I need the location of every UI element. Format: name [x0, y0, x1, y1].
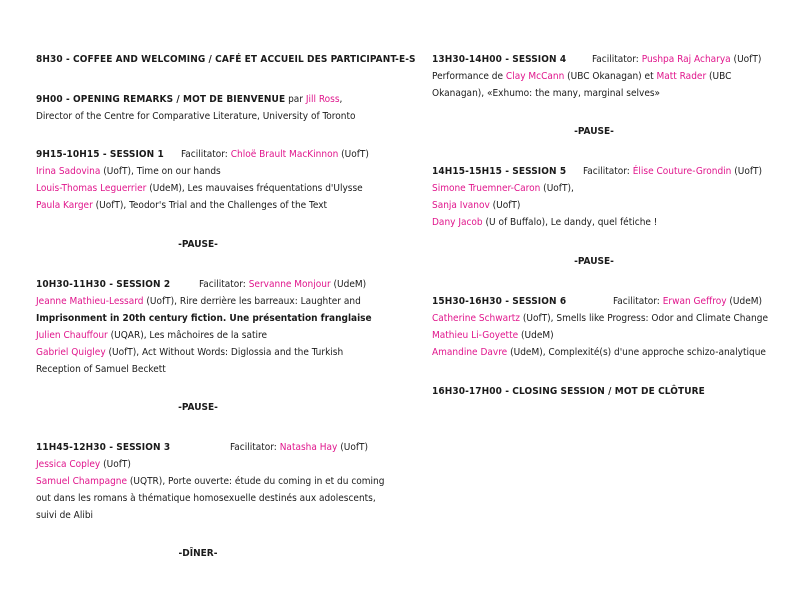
- speaker-name: Dany Jacob: [432, 217, 483, 228]
- session-2-facilitator: [199, 276, 366, 293]
- session-1: [36, 146, 369, 214]
- speaker-name: Louis-Thomas Leguerrier: [36, 183, 147, 194]
- talk-text: (U of Buffalo), Le dandy, quel fétiche !: [482, 217, 658, 228]
- talk-text: (UQTR), Porte ouverte: étude du coming in et du coming: [127, 476, 385, 487]
- talk-line-cont: Imprisonment in 20th century fiction. Une présentation franglaise: [36, 313, 372, 324]
- facilitator-label: Facilitator:: [613, 296, 663, 307]
- speaker-name: Simone Truemner-Caron: [432, 183, 541, 194]
- facilitator-label: Facilitator:: [230, 442, 280, 453]
- coffee-heading: 8H30 - COFFEE AND WELCOMING / CAFÉ ET ACCUEIL DES PARTICIPANT-E-S: [36, 54, 416, 65]
- pause-1: -PAUSE-: [178, 239, 218, 250]
- facilitator-name: Natasha Hay: [279, 442, 338, 453]
- speaker-name: Matt Rader: [656, 71, 707, 82]
- talk-text: (UBC Okanagan) et: [564, 71, 657, 82]
- talk-text: (UdeM), Complexité(s) d'une approche schizo-analytique: [507, 347, 766, 358]
- session-4: [432, 51, 762, 102]
- talk-line: [36, 344, 360, 361]
- opening-par: par: [285, 94, 306, 105]
- facilitator-name: Élise Couture-Grondin: [632, 166, 732, 177]
- talk-line: [36, 163, 360, 180]
- facilitator-affiliation: (UdeM): [330, 279, 367, 290]
- talk-line: [432, 344, 766, 361]
- talk-text: (UdeM): [518, 330, 554, 341]
- pause-3: -PAUSE-: [574, 126, 614, 137]
- talk-line: [432, 197, 756, 214]
- opening-rest: , Director of the Centre for Comparative Literature, University of Toronto: [36, 94, 356, 122]
- session-6: [432, 293, 768, 361]
- talk-text: (UQAR), Les mâchoires de la satire: [107, 330, 268, 341]
- session-3-heading: 11H45-12H30 - SESSION 3: [36, 442, 171, 453]
- talk-line: [432, 310, 768, 327]
- talk-line: [432, 214, 756, 231]
- speaker-name: Mathieu Li-Goyette: [432, 330, 519, 341]
- session-2: [36, 276, 372, 378]
- talk-text: (UofT), Smells like Progress: Odor and Climate Change: [520, 313, 768, 324]
- talk-line: [432, 327, 756, 344]
- session-1-heading: 9H15-10H15 - SESSION 1: [36, 149, 164, 160]
- talk-line-cont: Reception of Samuel Beckett: [36, 364, 166, 375]
- performance-line-cont: Okanagan), «Exhumo: the many, marginal selves»: [432, 88, 661, 99]
- talk-line-cont: suivi de Alibi: [36, 510, 94, 521]
- facilitator-affiliation: (UdeM): [726, 296, 763, 307]
- speaker-name: Julien Chauffour: [36, 330, 108, 341]
- performance-label: Performance de: [432, 71, 506, 82]
- session-1-facilitator: [181, 146, 369, 163]
- talk-text: (UofT): [100, 459, 131, 470]
- talk-line: [36, 180, 363, 197]
- performance-line: [432, 68, 756, 85]
- opening-block: [36, 91, 360, 125]
- diner: -DÎNER-: [178, 548, 218, 559]
- talk-text: (UofT): [489, 200, 521, 211]
- facilitator-name: Servanne Monjour: [248, 279, 331, 290]
- session-5-heading: 14H15-15H15 - SESSION 5: [432, 166, 567, 177]
- facilitator-label: Facilitator:: [181, 149, 231, 160]
- session-3: [36, 439, 385, 524]
- talk-text: (UdeM), Les mauvaises fréquentations d'Ulysse: [146, 183, 363, 194]
- facilitator-affiliation: (UofT): [338, 149, 369, 160]
- speaker-name: Gabriel Quigley: [36, 347, 106, 358]
- facilitator-affiliation: (UofT): [731, 166, 763, 177]
- talk-line: [36, 327, 360, 344]
- speaker-name: Irina Sadovina: [36, 166, 101, 177]
- speaker-name: Paula Karger: [36, 200, 93, 211]
- speaker-name: Catherine Schwartz: [432, 313, 521, 324]
- speaker-name: Sanja Ivanov: [432, 200, 490, 211]
- facilitator-name: Erwan Geffroy: [662, 296, 727, 307]
- pause-2: -PAUSE-: [178, 402, 218, 413]
- session-3-facilitator: [230, 439, 368, 456]
- facilitator-affiliation: (UofT): [730, 54, 762, 65]
- facilitator-name: Pushpa Raj Acharya: [641, 54, 731, 65]
- talk-text: (UofT), Act Without Words: Diglossia and the Turkish: [105, 347, 344, 358]
- talk-line: [36, 293, 360, 310]
- talk-line: [432, 180, 756, 197]
- session-6-facilitator: [613, 293, 762, 310]
- facilitator-label: Facilitator:: [199, 279, 249, 290]
- coffee-block: [36, 51, 416, 68]
- session-2-heading: 10H30-11H30 - SESSION 2: [36, 279, 171, 290]
- opening-heading: 9H00 - OPENING REMARKS / MOT DE BIENVENUE: [36, 94, 286, 105]
- speaker-name: Amandine Davre: [432, 347, 508, 358]
- talk-text: (UofT), Rire derrière les barreaux: Laughter and: [143, 296, 361, 307]
- talk-text: (UofT),: [540, 183, 574, 194]
- facilitator-label: Facilitator:: [592, 54, 642, 65]
- closing-heading: 16H30-17H00 - CLOSING SESSION / MOT DE CLÔTURE: [432, 386, 705, 397]
- talk-text: (UBC: [706, 71, 732, 82]
- talk-text: (UofT), Teodor's Trial and the Challenges of the Text: [92, 200, 328, 211]
- pause-4: -PAUSE-: [574, 256, 614, 267]
- facilitator-label: Facilitator:: [583, 166, 633, 177]
- talk-line: [36, 197, 360, 214]
- speaker-name: Jeanne Mathieu-Lessard: [36, 296, 144, 307]
- speaker-name: Samuel Champagne: [36, 476, 128, 487]
- opening-speaker: Jill Ross: [305, 94, 340, 105]
- session-4-facilitator: [592, 51, 761, 68]
- closing-block: [432, 383, 756, 400]
- session-6-heading: 15H30-16H30 - SESSION 6: [432, 296, 567, 307]
- talk-line-cont: out dans les romans à thématique homosexuelle destinés aux adolescents,: [36, 493, 376, 504]
- talk-text: (UofT), Time on our hands: [100, 166, 221, 177]
- speaker-name: Clay McCann: [505, 71, 565, 82]
- session-5: [432, 163, 763, 231]
- session-5-facilitator: [583, 163, 762, 180]
- facilitator-name: Chloë Brault MacKinnon: [230, 149, 339, 160]
- speaker-name: Jessica Copley: [36, 459, 101, 470]
- session-4-heading: 13H30-14H00 - SESSION 4: [432, 54, 567, 65]
- talk-line: [36, 473, 385, 490]
- facilitator-affiliation: (UofT): [337, 442, 368, 453]
- talk-line: [36, 456, 360, 473]
